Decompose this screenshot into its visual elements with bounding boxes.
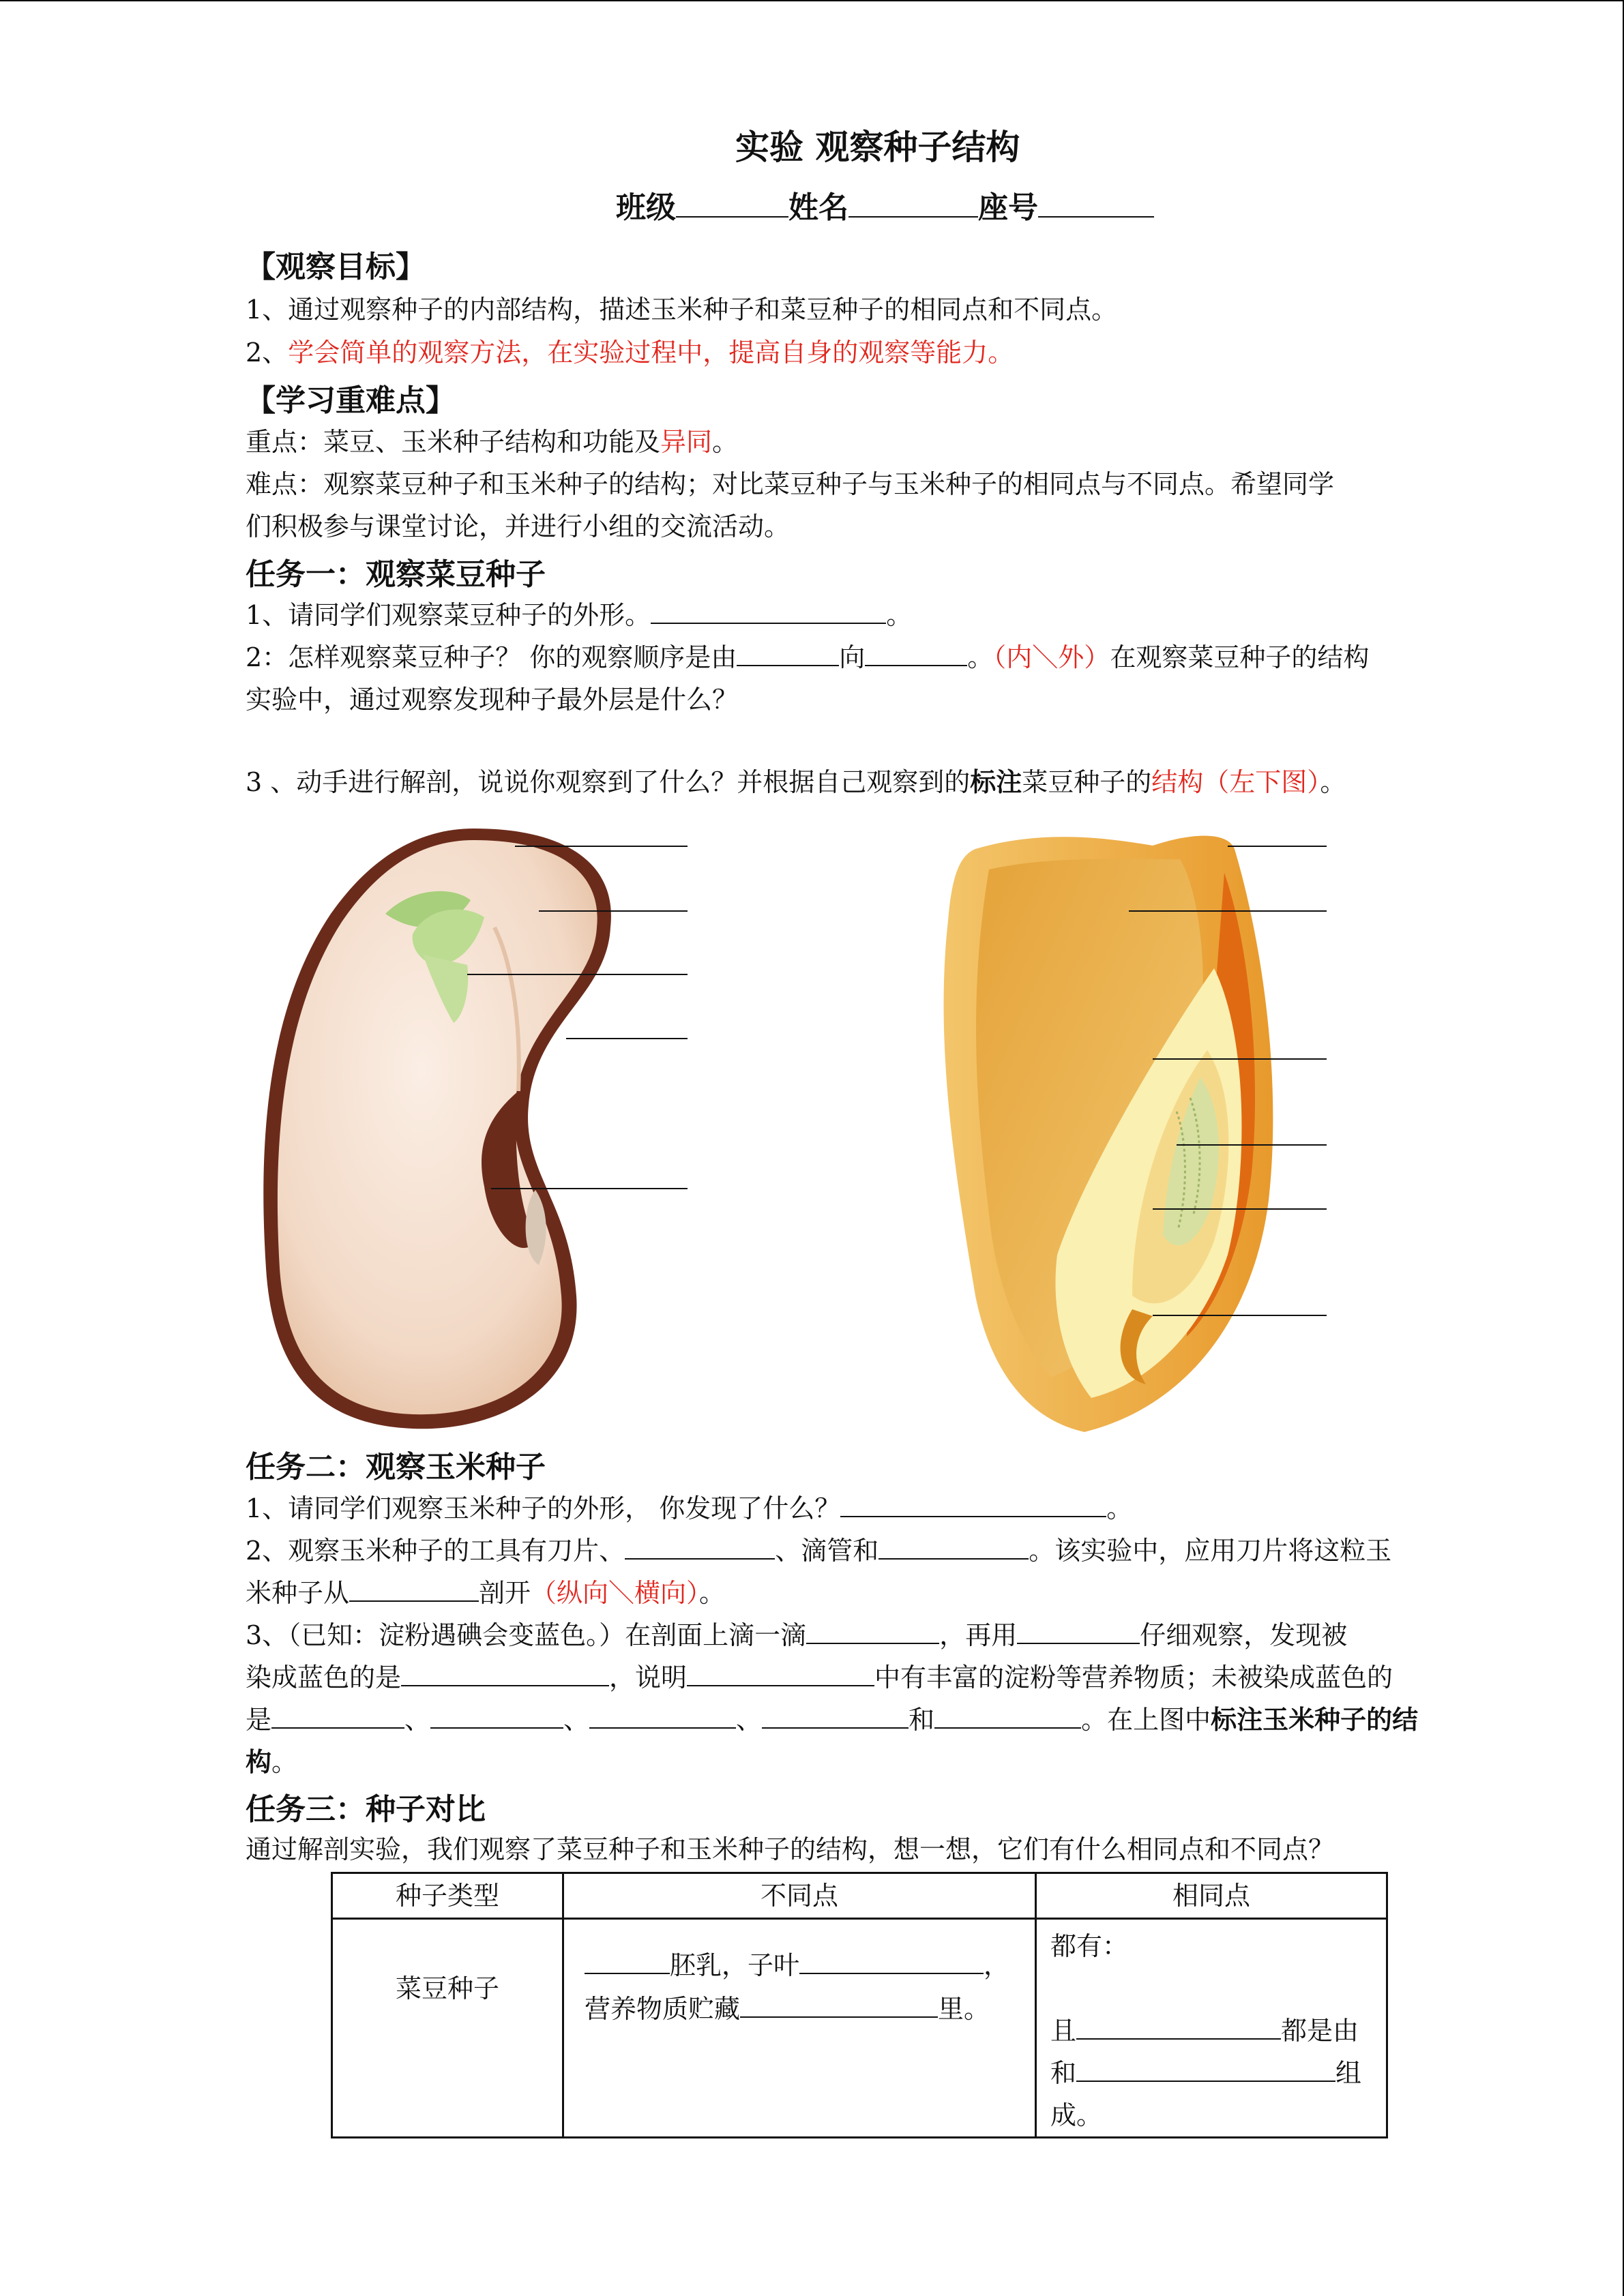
- task2-q3-line2-mid: ，说明: [609, 1663, 688, 1693]
- task2-q3-blank-5[interactable]: [271, 1705, 404, 1729]
- same-text-4: 和: [1050, 2058, 1077, 2088]
- task2-q3-blank-3[interactable]: [401, 1663, 609, 1686]
- task2-q3-line4: [246, 1740, 297, 1784]
- task3-heading: 任务三：种子对比: [246, 1792, 486, 1827]
- task1-heading: 任务一：观察菜豆种子: [246, 557, 546, 592]
- task2-q2-options: （纵向＼横向）: [531, 1578, 700, 1608]
- table-row: [332, 1919, 1387, 2138]
- task2-q3-line3-bold: 标注玉米种子的结: [1211, 1704, 1419, 1735]
- header-differences: 不同点: [563, 1873, 1036, 1919]
- task1-q2-line2: 实验中，通过观察发现种子最外层是什么？: [246, 685, 739, 715]
- task1-q2-to: 向: [839, 642, 866, 672]
- task2-q1: [246, 1487, 1132, 1530]
- difficulty-line-1: 难点：观察菜豆种子和玉米种子的结构；对比菜豆种子与玉米种子的相同点与不同点。希望同学: [246, 469, 1335, 499]
- header-seed-type: 种子类型: [332, 1873, 563, 1919]
- bean-label-line-3[interactable]: [467, 974, 688, 975]
- diff-text-4: 里。: [938, 1994, 990, 2024]
- key-heading: 【学习重难点】: [246, 383, 456, 418]
- diff-text-2: ，: [984, 1950, 1010, 1980]
- task2-q3-sep-2: 、: [563, 1705, 590, 1735]
- table-header-row: [332, 1873, 1387, 1919]
- task3-intro: 通过解剖实验，我们观察了菜豆种子和玉米种子的结构，想一想，它们有什么相同点和不同点？: [246, 1834, 1335, 1864]
- goal-heading: 【观察目标】: [246, 250, 426, 284]
- task2-heading: 任务二：观察玉米种子: [246, 1450, 546, 1485]
- task2-q2-text: 2、观察玉米种子的工具有刀片、: [246, 1536, 625, 1566]
- task1-q3-text: 3 、动手进行解剖，说说你观察到了什么？并根据自己观察到的: [246, 767, 971, 797]
- task2-q2-line2-end: 。: [699, 1578, 726, 1608]
- goal-item-2-number: 2、: [246, 338, 289, 368]
- goal-item-1: 1、通过观察种子的内部结构，描述玉米种子和菜豆种子的相同点和不同点。: [246, 295, 1118, 325]
- task2-q3-line3-mid: 。在上图中: [1081, 1705, 1211, 1735]
- same-text-3: 都是由: [1281, 2016, 1359, 2046]
- key-point-red: 异同: [660, 427, 713, 457]
- comparison-table: [331, 1872, 1388, 2138]
- task2-q3-blank-7[interactable]: [589, 1705, 736, 1729]
- same-text-2: 且: [1050, 2016, 1077, 2046]
- same-content: [1037, 1920, 1386, 2136]
- task1-q3-red: 结构（左下图）: [1151, 767, 1320, 797]
- bean-label-line-4[interactable]: [566, 1038, 688, 1039]
- diff-content: [564, 1920, 1035, 2031]
- task1-q1: [246, 593, 912, 637]
- task2-q1-blank[interactable]: [840, 1494, 1106, 1517]
- same-text-6: 成。: [1050, 2100, 1103, 2130]
- task1-q3-bold: 标注: [970, 766, 1022, 797]
- header-similarities: 相同点: [1036, 1873, 1387, 1919]
- task2-q3: [246, 1613, 1347, 1657]
- seat-label: 座号: [978, 190, 1038, 225]
- key-point-text: 重点：菜豆、玉米种子结构和功能及: [246, 427, 661, 457]
- bean-label-line-5[interactable]: [491, 1188, 688, 1189]
- task2-q3-blank-1[interactable]: [806, 1621, 939, 1644]
- corn-label-line-1[interactable]: [1228, 846, 1327, 847]
- task2-q3-blank-4[interactable]: [687, 1663, 874, 1686]
- diff-blank-3[interactable]: [740, 1995, 938, 2018]
- cell-differences[interactable]: [563, 1919, 1036, 2138]
- task1-q2-tail: 在观察菜豆种子的结构: [1110, 642, 1370, 672]
- task2-q3-blank-6[interactable]: [430, 1705, 563, 1729]
- diff-blank-2[interactable]: [799, 1951, 984, 1974]
- task2-q1-end: 。: [1106, 1493, 1133, 1523]
- corn-label-line-3[interactable]: [1153, 1058, 1327, 1060]
- task2-q3-text: 3、（已知：淀粉遇碘会变蓝色。）在剖面上滴一滴: [246, 1620, 807, 1650]
- task2-q3-line3-text: 是: [246, 1705, 272, 1735]
- task1-q1-end: 。: [886, 600, 913, 630]
- corn-label-line-4[interactable]: [1177, 1144, 1327, 1146]
- seed-type-label: 菜豆种子: [395, 1973, 499, 2003]
- task2-q2-tail: 。该实验中，应用刀片将这粒玉: [1029, 1536, 1392, 1566]
- task2-q2-blank-direction[interactable]: [349, 1579, 479, 1602]
- task2-q3-sep-1: 、: [404, 1705, 431, 1735]
- same-text-5: 组: [1335, 2058, 1362, 2088]
- task2-q2-line2-text: 米种子从: [246, 1578, 350, 1608]
- task2-q3-line2: [246, 1656, 1393, 1699]
- task1-q2-period: 。: [967, 642, 994, 672]
- task2-q2-line2: [246, 1571, 725, 1615]
- task1-q2-options: （内＼外）: [993, 642, 1110, 672]
- task1-q2-text: 2：怎样观察菜豆种子？ 你的观察顺序是由: [246, 642, 737, 672]
- diff-text-3: 营养物质贮藏: [585, 1994, 741, 2024]
- page-title: 实验 观察种子结构: [735, 128, 1020, 167]
- class-blank[interactable]: [676, 194, 788, 218]
- task1-q2: [246, 636, 1369, 679]
- task2-q3-line4-end: 。: [271, 1747, 298, 1777]
- task2-q3-tail: 仔细观察，发现被: [1140, 1620, 1348, 1650]
- name-blank[interactable]: [848, 194, 978, 218]
- task2-q3-line2-tail: 中有丰富的淀粉等营养物质；未被染成蓝色的: [874, 1663, 1393, 1693]
- task2-q2-blank-tool1[interactable]: [625, 1536, 775, 1560]
- goal-item-2: [246, 331, 1014, 374]
- task2-q3-line2-text: 染成蓝色的是: [246, 1663, 402, 1693]
- task2-q3-blank-9[interactable]: [934, 1705, 1081, 1729]
- task1-q3-mid: 菜豆种子的: [1022, 767, 1152, 797]
- task1-q2-blank-to[interactable]: [865, 643, 967, 666]
- bean-label-line-2[interactable]: [539, 910, 688, 912]
- key-point-end: 。: [712, 427, 739, 457]
- corn-label-line-2[interactable]: [1129, 910, 1327, 912]
- bean-seed-illustration: [249, 818, 692, 1446]
- diff-blank-1[interactable]: [585, 1951, 670, 1974]
- task2-q3-line4-bold: 构: [246, 1746, 272, 1777]
- cell-seed-type: [332, 1919, 563, 2138]
- task2-q3-and: 和: [909, 1705, 935, 1735]
- task1-q3: [246, 760, 1346, 804]
- corn-label-line-5[interactable]: [1153, 1208, 1327, 1210]
- task1-q1-text: 1、请同学们观察菜豆种子的外形。: [246, 600, 651, 630]
- corn-label-line-6[interactable]: [1153, 1315, 1327, 1316]
- task2-q3-blank-2[interactable]: [1017, 1621, 1140, 1644]
- same-blank-2[interactable]: [1076, 2059, 1335, 2082]
- student-info: [616, 183, 1154, 226]
- task2-q3-sep-3: 、: [736, 1705, 763, 1735]
- diff-text-1: 胚乳，子叶: [670, 1950, 800, 1980]
- task1-q2-blank-from[interactable]: [737, 643, 839, 666]
- task2-q2-blank-tool2[interactable]: [879, 1536, 1029, 1560]
- seat-blank[interactable]: [1038, 194, 1154, 218]
- task2-q2: [246, 1529, 1391, 1572]
- task2-q3-line3: [246, 1698, 1418, 1742]
- cell-similarities[interactable]: [1036, 1919, 1387, 2138]
- goal-item-2-text: 学会简单的观察方法，在实验过程中，提高自身的观察等能力。: [288, 338, 1014, 368]
- same-text-1: 都有：: [1050, 1931, 1129, 1961]
- task1-q1-blank[interactable]: [651, 601, 886, 624]
- task2-q1-text: 1、请同学们观察玉米种子的外形， 你发现了什么？: [246, 1493, 841, 1523]
- difficulty-line-2: 们积极参与课堂讨论，并进行小组的交流活动。: [246, 511, 791, 541]
- task2-q3-blank-8[interactable]: [762, 1705, 909, 1729]
- key-point: [246, 420, 738, 464]
- task1-q3-end: 。: [1320, 767, 1346, 797]
- class-label: 班级: [616, 190, 676, 225]
- task2-q2-mid: 、滴管和: [775, 1536, 879, 1566]
- task2-q2-line2-mid: 剖开: [479, 1578, 531, 1608]
- name-label: 姓名: [788, 190, 848, 225]
- bean-label-line-1[interactable]: [515, 846, 688, 847]
- task2-q3-mid: ，再用: [939, 1620, 1018, 1650]
- same-blank-1[interactable]: [1076, 2016, 1281, 2040]
